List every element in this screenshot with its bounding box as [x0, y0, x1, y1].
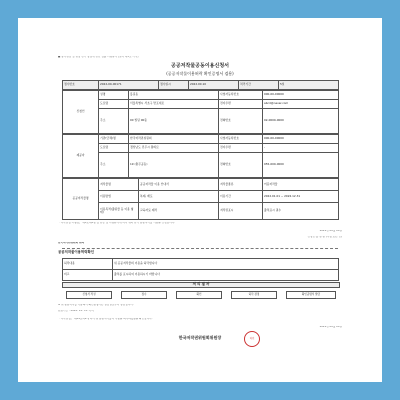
confirm-table	[62, 258, 339, 281]
field-value: 공공저작물 이용 안내서	[139, 179, 219, 191]
field-label: 도로명	[99, 144, 129, 153]
field-label: 비고	[63, 270, 113, 281]
field-label: 주소	[99, 153, 129, 178]
applicant-signature: 신청인 홍 길 동 (서명 또는 인)	[307, 236, 342, 238]
header-cell: 접수일시	[159, 81, 189, 90]
field-label: 주소	[99, 109, 129, 134]
field-value: 홍길동	[129, 91, 219, 100]
applicant-table	[62, 90, 339, 134]
flow-step: 확인증명서 발급	[286, 291, 336, 299]
header-cell: 2022-00-00171	[99, 81, 159, 90]
provider-label: 제공자	[63, 135, 99, 178]
field-value: 경상남도 진주시 충의로	[129, 144, 219, 153]
field-value: 02-0000-0000	[263, 109, 339, 134]
recipient-line: 한국저작권위원회 귀하	[58, 242, 84, 244]
application-form	[58, 18, 342, 382]
field-value: 서울특별시 서초구 반포대로	[129, 100, 219, 109]
field-value: 000-00-00000	[263, 91, 339, 100]
field-value: 000-00-00000	[263, 135, 339, 144]
issue-date: 2022년 00월 00일	[319, 326, 342, 328]
provider-table	[62, 134, 339, 178]
field-value: 복제, 배포	[139, 190, 219, 202]
header-cell: 2022.00.10	[189, 81, 239, 90]
field-value: 055-000-0000	[263, 153, 339, 178]
flow-title: 처 리 절 차	[62, 282, 340, 288]
field-label: 저작물종류	[219, 179, 263, 191]
field-value: -	[263, 144, 339, 153]
field-label: 이용기간	[219, 190, 263, 202]
cut-line	[62, 248, 338, 249]
field-label: 전자우편	[219, 144, 263, 153]
field-value: 2022.01.01 ~ 2022.12.31	[263, 190, 339, 202]
field-label: 저작물명	[99, 179, 139, 191]
flow-step: 확인	[176, 291, 222, 299]
work-label: 공공저작물명	[63, 179, 99, 220]
field-label: 전자우편	[219, 100, 263, 109]
field-label: 기관(단체)명	[99, 135, 129, 144]
field-value: 교육자료 제작	[139, 202, 219, 219]
field-label: 저작권표시	[219, 202, 263, 219]
field-label: 도로명	[99, 100, 129, 109]
field-label: 성명	[99, 91, 129, 100]
applicant-label: 신청인	[63, 91, 99, 134]
field-label: 허락내용	[63, 259, 113, 270]
field-value: 출처를 표시하여 이용하시기 바랍니다	[113, 270, 339, 281]
issuer-name: 한국저작권위원회위원장	[178, 335, 222, 340]
form-subtitle: (공공저작물이용허락 확인증명서 겸용)	[166, 71, 234, 76]
confirmation-statement: 「저작권법」 제24조의2에 따라 위 공공저작물의 이용을 허락하였음을 확인합니다.	[58, 318, 153, 320]
field-label: 이용방법	[99, 190, 139, 202]
receipt-info-table	[62, 80, 339, 90]
field-label: 전화번호	[219, 153, 263, 178]
flow-step: 접수	[121, 291, 167, 299]
confirm-section-title: 공공저작물이용허락확인	[58, 250, 95, 254]
header-cell: 5일	[279, 81, 339, 90]
seal-text: 직인	[249, 336, 255, 340]
document-frame	[18, 18, 382, 382]
field-label: 사업자등록번호	[219, 91, 263, 100]
field-label: 사업자등록번호	[219, 135, 263, 144]
field-value: 위 공공저작물의 이용을 허락합니다	[113, 259, 339, 270]
field-value: abcd@naver.com	[263, 100, 339, 109]
work-table	[62, 178, 339, 220]
flow-step: 신청서 작성	[66, 291, 112, 299]
field-value: 00 빌딩 00층	[129, 109, 219, 134]
form-title: 공공저작물공동이용신청서	[171, 63, 229, 69]
header-cell: 처리기간	[239, 81, 279, 90]
validity-note: ※ 위 공공저작물 이용허락 확인증명서는 발급일로부터 유효합니다.	[58, 304, 134, 306]
application-date: 2022년 00월 00일	[319, 230, 342, 232]
field-value: 어문저작물	[263, 179, 339, 191]
declaration-text: 「저작권법 시행령」 제1조제2항 및 같은 법 시행규칙에 따라 위와 같이 공공저작물 이용을 신청합니다.	[58, 222, 175, 224]
flow-step: 허락 결정	[231, 291, 277, 299]
validity-period: 유효기간 : 2022. 12. 31. 까지	[58, 310, 94, 312]
form-reference-note: ■ 공사현장 및 현장 관리 방침에 관한 법률 시행규칙 [별지 제1호 서식]	[58, 56, 139, 58]
field-value: 한국저작권위원회	[129, 135, 219, 144]
field-value: 출처표시 필수	[263, 202, 339, 219]
header-cell: 접수번호	[63, 81, 99, 90]
official-seal	[244, 331, 260, 347]
field-value: 19 (충무공동)	[129, 153, 219, 178]
field-label: 전화번호	[219, 109, 263, 134]
field-label: 이용목적(출판물 등 이용 형태)	[99, 202, 139, 219]
